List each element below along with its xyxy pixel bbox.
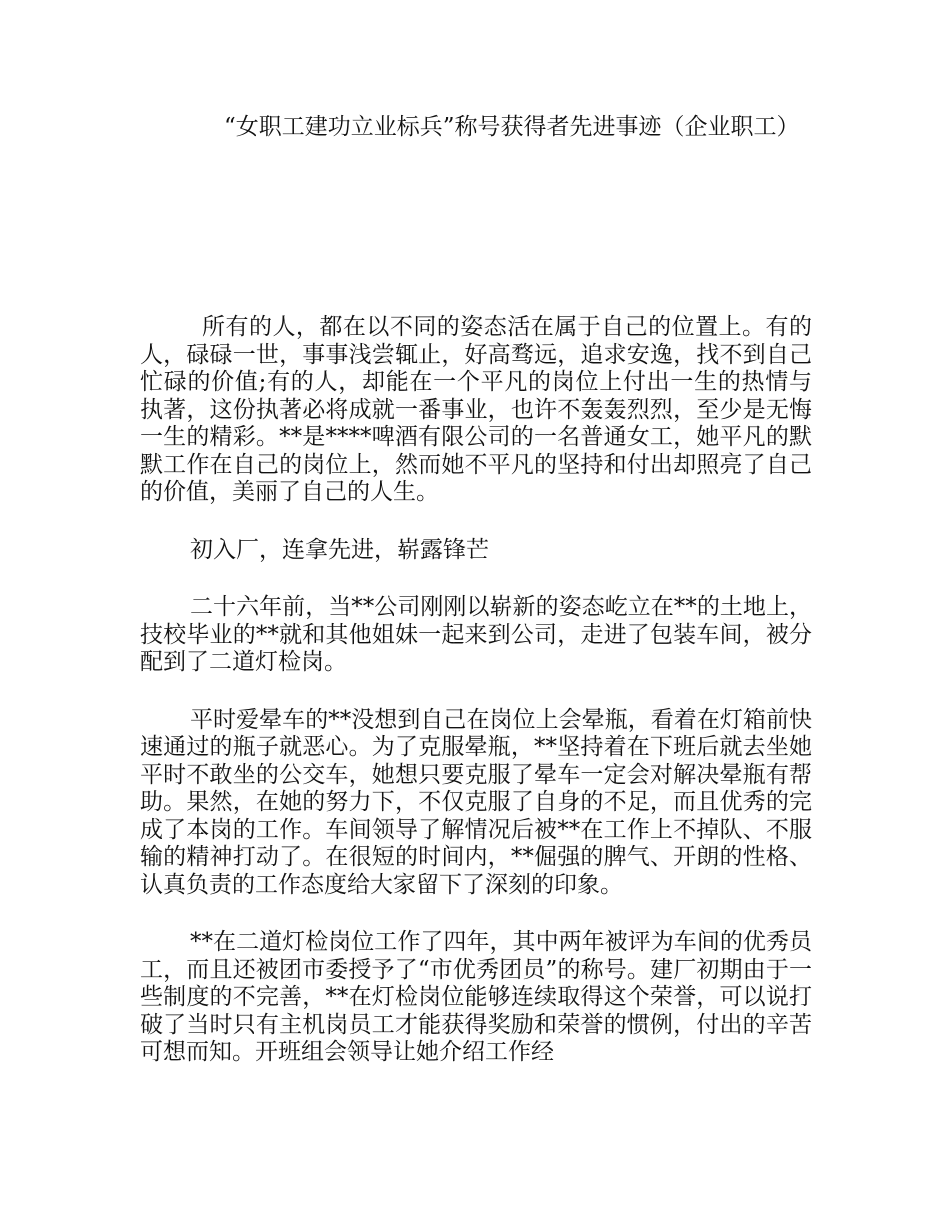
paragraph-spacer <box>140 564 812 594</box>
document-title: “女职工建功立业标兵”称号获得者先进事迹（企业职工） <box>224 114 800 140</box>
paragraph-spacer <box>140 677 812 707</box>
paragraph-joining: 二十六年前，当**公司刚刚以崭新的姿态屹立在**的土地上，技校毕业的**就和其他姐妹一起来到公司，走进了包装车间，被分配到了二道灯检岗。 <box>140 594 812 675</box>
paragraph-spacer <box>140 507 812 537</box>
document-body <box>140 314 812 1067</box>
paragraph-honors: **在二道灯检岗位工作了四年，其中两年被评为车间的优秀员工，而且还被团市委授予了“市优秀团员”的称号。建厂初期由于一些制度的不完善，**在灯检岗位能够连续取得这个荣誉，可以说打破了当时只有主机岗员工才能获得奖励和荣誉的惯例，付出的辛苦可想而知。开班组会领导让她介绍工作经 <box>140 929 812 1065</box>
paragraph-intro: 所有的人，都在以不同的姿态活在属于自己的位置上。有的人，碌碌一世，事事浅尝辄止，好高骛远，追求安逸，找不到自己忙碌的价值;有的人，却能在一个平凡的岗位上付出一生的热情与执著，这份执著必将成就一番事业，也许不轰轰烈烈，至少是无悔一生的精彩。**是****啤酒有限公司的一名普通女工，她平凡的默默工作在自己的岗位上，然而她不平凡的坚持和付出却照亮了自己的价值，美丽了自己的人生。 <box>140 314 812 505</box>
section-heading: 初入厂，连拿先进，崭露锋芒 <box>190 536 489 563</box>
paragraph-spacer <box>140 899 812 929</box>
paragraph-overcoming: 平时爱晕车的**没想到自己在岗位上会晕瓶，看着在灯箱前快速通过的瓶子就恶心。为了克服晕瓶，**坚持着在下班后就去坐她平时不敢坐的公交车，她想只要克服了晕车一定会对解决晕瓶有帮助。果然，在她的努力下，不仅克服了自身的不足，而且优秀的完成了本岗的工作。车间领导了解情况后被**在工作上不掉队、不服输的精神打动了。在很短的时间内，**倔强的脾气、开朗的性格、认真负责的工作态度给大家留下了深刻的印象。 <box>140 706 812 898</box>
